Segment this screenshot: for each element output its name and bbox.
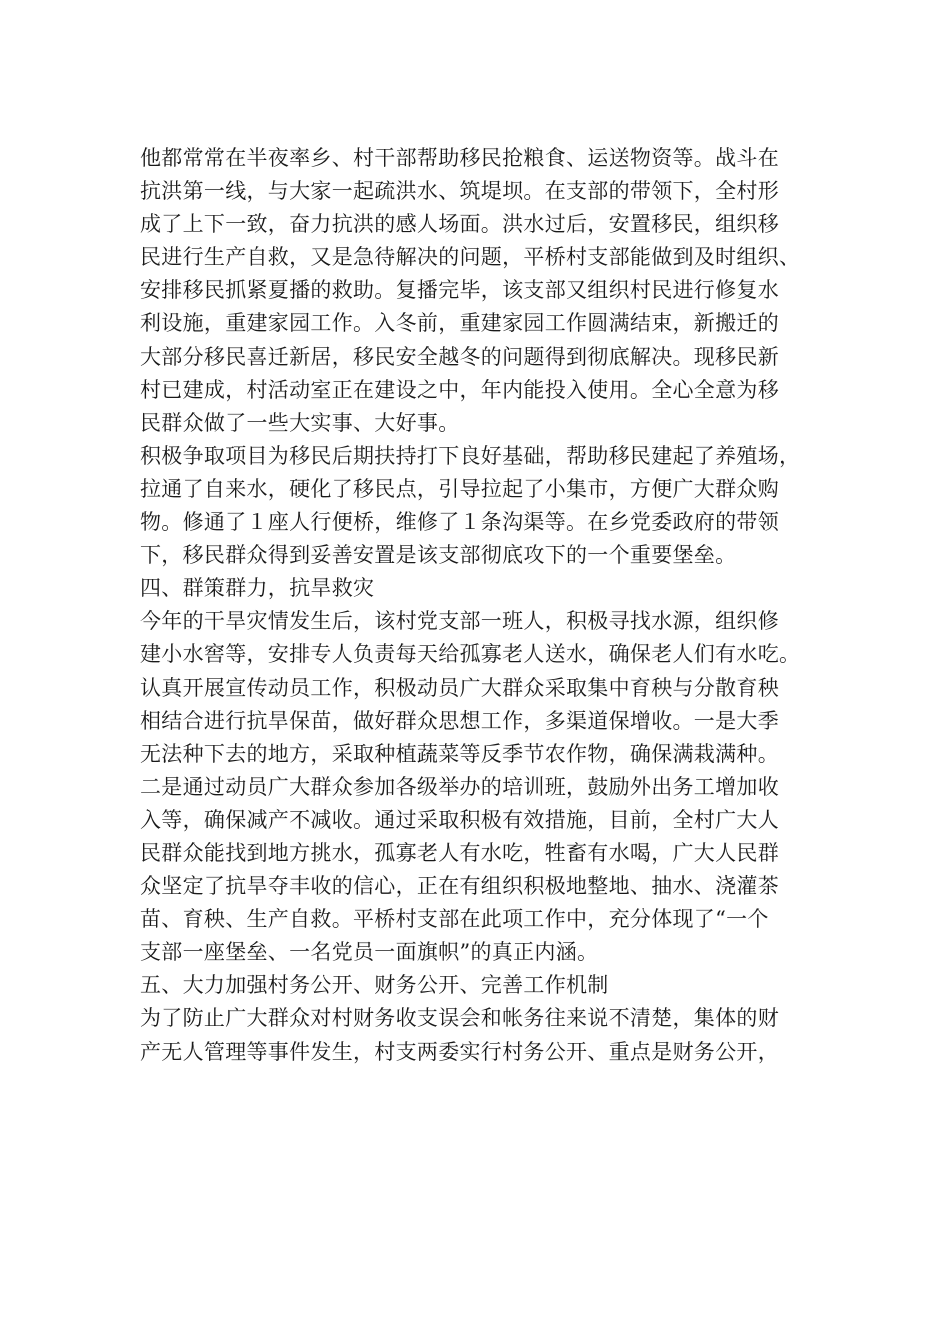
text-line: 抗洪第一线，与大家一起疏洪水、筑堤坝。在支部的带领下，全村形 bbox=[140, 179, 779, 204]
text-line: 利设施，重建家园工作。入冬前，重建家园工作圆满结束，新搬迁的 bbox=[140, 311, 779, 336]
text-line: 他都常常在半夜率乡、村干部帮助移民抢粮食、运送物资等。战斗在 bbox=[140, 146, 779, 170]
text-line: 民群众做了一些大实事、大好事。 bbox=[140, 410, 460, 435]
text-line: 安排移民抓紧夏播的救助。复播完毕，该支部又组织村民进行修复水 bbox=[140, 278, 779, 303]
document-body bbox=[140, 142, 840, 1069]
text-line: 无法种下去的地方，采取种植蔬菜等反季节农作物，确保满栽满种。 bbox=[140, 741, 779, 766]
text-line: 村已建成，村活动室正在建设之中，年内能投入使用。全心全意为移 bbox=[140, 377, 779, 402]
text-line: 二是通过动员广大群众参加各级举办的培训班，鼓励外出务工增加收 bbox=[140, 774, 779, 799]
text-line: 积极争取项目为移民后期扶持打下良好基础，帮助移民建起了养殖场， bbox=[140, 443, 801, 468]
text-line: 建小水窖等，安排专人负责每天给孤寡老人送水，确保老人们有水吃。 bbox=[140, 642, 801, 667]
text-line: 认真开展宣传动员工作，积极动员广大群众采取集中育秧与分散育秧 bbox=[140, 675, 779, 700]
section-heading-4: 四、群策群力，抗旱救灾 bbox=[140, 576, 375, 601]
text-line: 成了上下一致，奋力抗洪的感人场面。洪水过后，安置移民，组织移 bbox=[140, 212, 779, 237]
text-line: 民进行生产自救，又是急待解决的问题，平桥村支部能做到及时组织、 bbox=[140, 245, 801, 270]
text-line: 大部分移民喜迁新居，移民安全越冬的问题得到彻底解决。现移民新 bbox=[140, 344, 779, 369]
text-line: 产无人管理等事件发生，村支两委实行村务公开、重点是财务公开， bbox=[140, 1039, 779, 1064]
text-line: 苗、育秧、生产自救。平桥村支部在此项工作中，充分体现了“一个 bbox=[140, 907, 769, 932]
section-heading-5: 五、大力加强村务公开、财务公开、完善工作机制 bbox=[140, 973, 609, 998]
text-line: 入等，确保减产不减收。通过采取积极有效措施，目前，全村广大人 bbox=[140, 807, 779, 832]
text-line: 民群众能找到地方挑水，孤寡老人有水吃，牲畜有水喝，广大人民群 bbox=[140, 840, 779, 865]
text-line: 物。修通了１座人行便桥，维修了１条沟渠等。在乡党委政府的带领 bbox=[140, 510, 779, 535]
text-line: 拉通了自来水，硬化了移民点，引导拉起了小集市，方便广大群众购 bbox=[140, 476, 779, 501]
text-line: 为了防止广大群众对村财务收支误会和帐务往来说不清楚，集体的财 bbox=[140, 1006, 779, 1031]
text-line: 众坚定了抗旱夺丰收的信心，正在有组织积极地整地、抽水、浇灌茶 bbox=[140, 874, 779, 899]
text-line: 今年的干旱灾情发生后，该村党支部一班人，积极寻找水源，组织修 bbox=[140, 609, 779, 634]
text-line: 下，移民群众得到妥善安置是该支部彻底攻下的一个重要堡垒。 bbox=[140, 543, 737, 568]
text-line: 支部一座堡垒、一名党员一面旗帜”的真正内涵。 bbox=[140, 940, 599, 965]
text-line: 相结合进行抗旱保苗，做好群众思想工作，多渠道保增收。一是大季 bbox=[140, 708, 779, 733]
